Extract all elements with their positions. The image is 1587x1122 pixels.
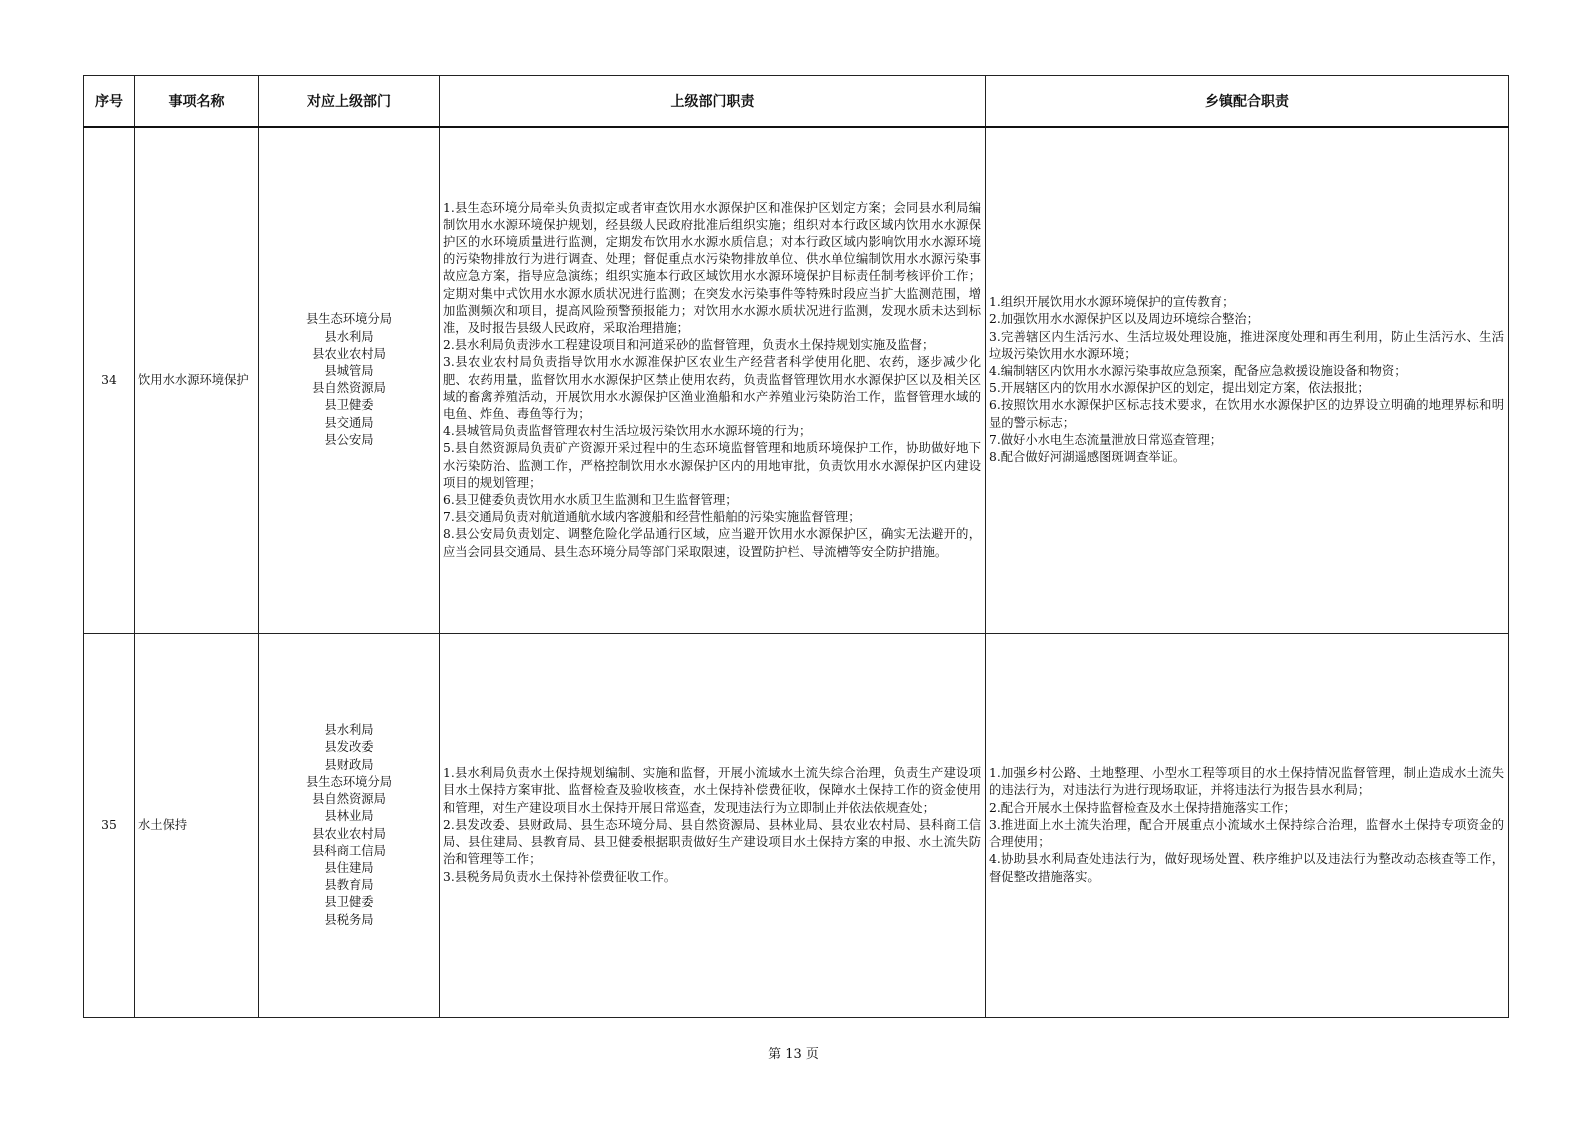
- row-superior-duties: [440, 634, 986, 1018]
- table-header: [84, 76, 1509, 127]
- superior-duty-item: 4.县城管局负责监督管理农村生活垃圾污染饮用水水源环境的行为；: [443, 424, 812, 439]
- department-item: 县税务局: [324, 912, 374, 927]
- department-item: 县科商工信局: [312, 843, 386, 858]
- township-duty-item: 5.开展辖区内的饮用水水源保护区的划定，提出划定方案，依法报批；: [989, 381, 1370, 396]
- township-duty-item: 4.协助县水利局查处违法行为，做好现场处置、秩序维护以及违法行为整改动态核查等工作，督促整改措施落实。: [989, 852, 1504, 884]
- department-item: 县住建局: [324, 860, 374, 875]
- department-item: 县卫健委: [324, 398, 374, 413]
- department-item: 县卫健委: [324, 895, 374, 910]
- row-departments: [259, 634, 440, 1018]
- township-duty-item: 7.做好小水电生态流量泄放日常巡查管理；: [989, 432, 1223, 447]
- department-item: 县公安局: [324, 432, 374, 447]
- header-seq: 序号: [84, 76, 135, 127]
- header-superior-duties: 上级部门职责: [440, 76, 986, 127]
- department-item: 县水利局: [324, 723, 374, 738]
- row-item-name: 饮用水水源环境保护: [135, 127, 259, 634]
- township-duty-item: 6.按照饮用水水源保护区标志技术要求，在饮用水水源保护区的边界设立明确的地理界标和明显的警示标志；: [989, 398, 1504, 430]
- row-seq: 35: [84, 634, 135, 1018]
- page-number: 第 13 页: [768, 1047, 819, 1062]
- row-item-name: 水土保持: [135, 634, 259, 1018]
- superior-duty-item: 5.县自然资源局负责矿产资源开采过程中的生态环境监督管理和地质环境保护工作，协助做好地下水污染防治、监测工作，严格控制饮用水水源保护区内的用地审批，负责饮用水水源保护区内建设项目的规划管理；: [443, 441, 981, 490]
- superior-duty-item: 3.县税务局负责水土保持补偿费征收工作。: [443, 869, 677, 884]
- department-item: 县发改委: [324, 740, 374, 755]
- superior-duty-item: 7.县交通局负责对航道通航水域内客渡船和经营性船舶的污染实施监督管理；: [443, 510, 861, 525]
- department-item: 县林业局: [324, 809, 374, 824]
- superior-duty-item: 3.县农业农村局负责指导饮用水水源准保护区农业生产经营者科学使用化肥、农药，逐步减少化肥、农药用量，监督饮用水水源保护区禁止使用农药，负责监督管理饮用水水源保护区以及相关区域的畜禽养殖活动，开展饮用水水源保护区渔业渔船和水产养殖业污染防治工作，监督管理水域的电鱼、炸鱼、毒鱼等行为；: [443, 355, 981, 422]
- row-seq: 34: [84, 127, 135, 634]
- township-duty-item: 3.推进面上水土流失治理，配合开展重点小流域水土保持综合治理，监督水土保持专项资金的合理使用；: [989, 817, 1504, 850]
- header-superior-dept: 对应上级部门: [259, 76, 440, 127]
- township-duty-item: 2.配合开展水土保持监督检查及水土保持措施落实工作；: [989, 800, 1296, 815]
- township-duty-item: 4.编制辖区内饮用水水源污染事故应急预案，配备应急救援设施设备和物资；: [989, 364, 1407, 379]
- department-item: 县水利局: [324, 329, 374, 344]
- header-item-name: 事项名称: [135, 76, 259, 127]
- row-superior-duties: [440, 127, 986, 634]
- department-item: 县自然资源局: [312, 792, 386, 807]
- header-township-duties: 乡镇配合职责: [986, 76, 1509, 127]
- table-row: [84, 127, 1509, 634]
- township-duty-item: 1.加强乡村公路、土地整理、小型水工程等项目的水土保持情况监督管理，制止造成水土流失的违法行为，对违法行为进行现场取证，并将违法行为报告县水利局；: [989, 766, 1504, 798]
- superior-duty-item: 2.县水利局负责涉水工程建设项目和河道采砂的监督管理，负责水土保持规划实施及监督；: [443, 338, 935, 353]
- department-item: 县城管局: [324, 364, 374, 379]
- responsibility-table: [83, 75, 1509, 1018]
- township-duty-item: 2.加强饮用水水源保护区以及周边环境综合整治；: [989, 312, 1259, 327]
- superior-duty-item: 1.县生态环境分局牵头负责拟定或者审查饮用水水源保护区和准保护区划定方案；会同县水利局编制饮用水水源环境保护规划，经县级人民政府批准后组织实施；组织对本行政区域内饮用水水源保护区的水环境质量进行监测，定期发布饮用水水源水质信息；对本行政区域内影响饮用水水源环境的污染物排放行为进行调查、处理；督促重点水污染物排放单位、供水单位编制饮用水水源污染事故应急方案，指导应急演练；组织实施本行政区域饮用水水源环境保护目标责任制考核评价工作；定期对集中式饮用水水源水质状况进行监测；在突发水污染事件等特殊时段应当扩大监测范围，增加监测频次和项目，提高风险预警预报能力；对饮用水水源水质状况进行监测，发现水质未达到标准，及时报告县级人民政府，采取治理措施；: [443, 200, 981, 336]
- township-duty-item: 8.配合做好河湖遥感图斑调查举证。: [989, 450, 1186, 465]
- department-item: 县生态环境分局: [305, 312, 393, 327]
- township-duty-item: 3.完善辖区内生活污水、生活垃圾处理设施，推进深度处理和再生利用，防止生活污水、生活垃圾污染饮用水水源环境；: [989, 329, 1504, 361]
- table-body: [84, 127, 1509, 1018]
- superior-duty-item: 6.县卫健委负责饮用水水质卫生监测和卫生监督管理；: [443, 493, 738, 508]
- superior-duty-item: 2.县发改委、县财政局、县生态环境分局、县自然资源局、县林业局、县农业农村局、县科商工信局、县住建局、县教育局、县卫健委根据职责做好生产建设项目水土保持方案的申报、水土流失防治和管理等工作；: [443, 817, 981, 867]
- department-item: 县农业农村局: [312, 346, 386, 361]
- row-township-duties: [986, 127, 1509, 634]
- department-item: 县教育局: [324, 878, 374, 893]
- table-row: [84, 634, 1509, 1018]
- superior-duty-item: 8.县公安局负责划定、调整危险化学品通行区域，应当避开饮用水水源保护区，确实无法避开的，应当会同县交通局、县生态环境分局等部门采取限速，设置防护栏、导流槽等安全防护措施。: [443, 527, 981, 559]
- header-row: [84, 76, 1509, 127]
- department-item: 县农业农村局: [312, 826, 386, 841]
- superior-duty-item: 1.县水利局负责水土保持规划编制、实施和监督，开展小流域水土流失综合治理，负责生产建设项目水土保持方案审批、监督检查及验收核查，水土保持补偿费征收，保障水土保持工作的资金使用和管理，对生产建设项目水土保持开展日常巡查，发现违法行为立即制止并依法依规查处；: [443, 766, 981, 815]
- township-duty-item: 1.组织开展饮用水水源环境保护的宣传教育；: [989, 295, 1235, 310]
- department-item: 县交通局: [324, 415, 374, 430]
- department-item: 县自然资源局: [312, 381, 386, 396]
- department-item: 县生态环境分局: [305, 774, 393, 789]
- row-township-duties: [986, 634, 1509, 1018]
- department-item: 县财政局: [324, 757, 374, 772]
- row-departments: [259, 127, 440, 634]
